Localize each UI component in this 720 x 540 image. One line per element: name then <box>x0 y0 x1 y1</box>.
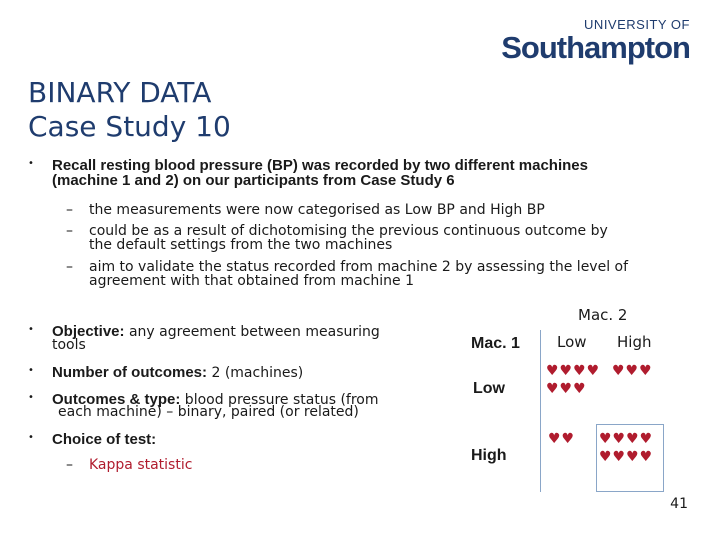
table-divider <box>540 330 541 492</box>
col-high-header: High <box>617 333 652 351</box>
outcomes-type-label: Outcomes & type: <box>52 391 181 408</box>
outcomes-type-text: blood pressure status (from <box>180 392 379 408</box>
slide-title <box>28 76 231 144</box>
cell-high-low: ♥♥ <box>548 431 576 447</box>
title-line-1: BINARY DATA <box>28 76 212 109</box>
outcomes-count-text: 2 (machines) <box>207 365 304 381</box>
bullet-marker: • <box>28 432 34 443</box>
mac1-header: Mac. 1 <box>471 335 520 352</box>
objective-line-1 <box>52 324 380 340</box>
sub-item-1-line-1: the measurements were now categorised as Low BP and High BP <box>89 202 545 218</box>
bullet-marker: • <box>28 365 34 376</box>
logo-university-of: UNIVERSITY OF <box>584 17 690 32</box>
bullet-marker: • <box>28 392 34 403</box>
row-high-header: High <box>471 447 507 464</box>
outcomes-count-label: Number of outcomes: <box>52 364 208 381</box>
test-dash: – <box>66 457 73 473</box>
sub-item-3-line-1: aim to validate the status recorded from machine 2 by assessing the level of <box>89 259 629 275</box>
sub-dash: – <box>66 259 73 275</box>
intro-line-1: Recall resting blood pressure (BP) was recorded by two different machines <box>52 157 588 174</box>
cell-low-high: ♥♥♥ <box>612 363 653 379</box>
sub-item-2-line-1: could be as a result of dichotomising the previous continuous outcome by <box>89 223 608 239</box>
intro-line-2: (machine 1 and 2) on our participants from Case Study 6 <box>52 172 455 189</box>
cell-high-high-line-1: ♥♥♥♥ <box>599 431 654 447</box>
bullet-marker: • <box>28 324 34 335</box>
logo-southampton: Southampton <box>501 30 690 65</box>
col-low-header: Low <box>557 333 587 351</box>
choice-of-test <box>52 432 156 448</box>
bullet-marker: • <box>28 158 34 169</box>
sub-item-3-line-2: agreement with that obtained from machine 1 <box>89 273 415 289</box>
university-logo <box>501 18 690 64</box>
page-number: 41 <box>670 496 688 512</box>
title-line-2: Case Study 10 <box>28 110 231 143</box>
outcomes-type-line-2: each machine) – binary, paired (or related) <box>58 404 359 420</box>
mac2-header: Mac. 2 <box>578 306 628 324</box>
outcomes-count <box>52 365 303 381</box>
row-low-header: Low <box>473 380 505 397</box>
objective-line-2: tools <box>52 337 86 353</box>
sub-dash: – <box>66 223 73 239</box>
cell-high-high-line-2: ♥♥♥♥ <box>599 449 654 465</box>
objective-label: Objective: <box>52 323 125 340</box>
choice-of-test-label: Choice of test: <box>52 431 157 448</box>
cell-low-low-line-2: ♥♥♥ <box>546 381 587 397</box>
sub-dash: – <box>66 202 73 218</box>
cell-low-low-line-1: ♥♥♥♥ <box>546 363 601 379</box>
objective-text: any agreement between measuring <box>124 324 380 340</box>
kappa-statistic: Kappa statistic <box>89 457 193 473</box>
sub-item-2-line-2: the default settings from the two machines <box>89 237 393 253</box>
